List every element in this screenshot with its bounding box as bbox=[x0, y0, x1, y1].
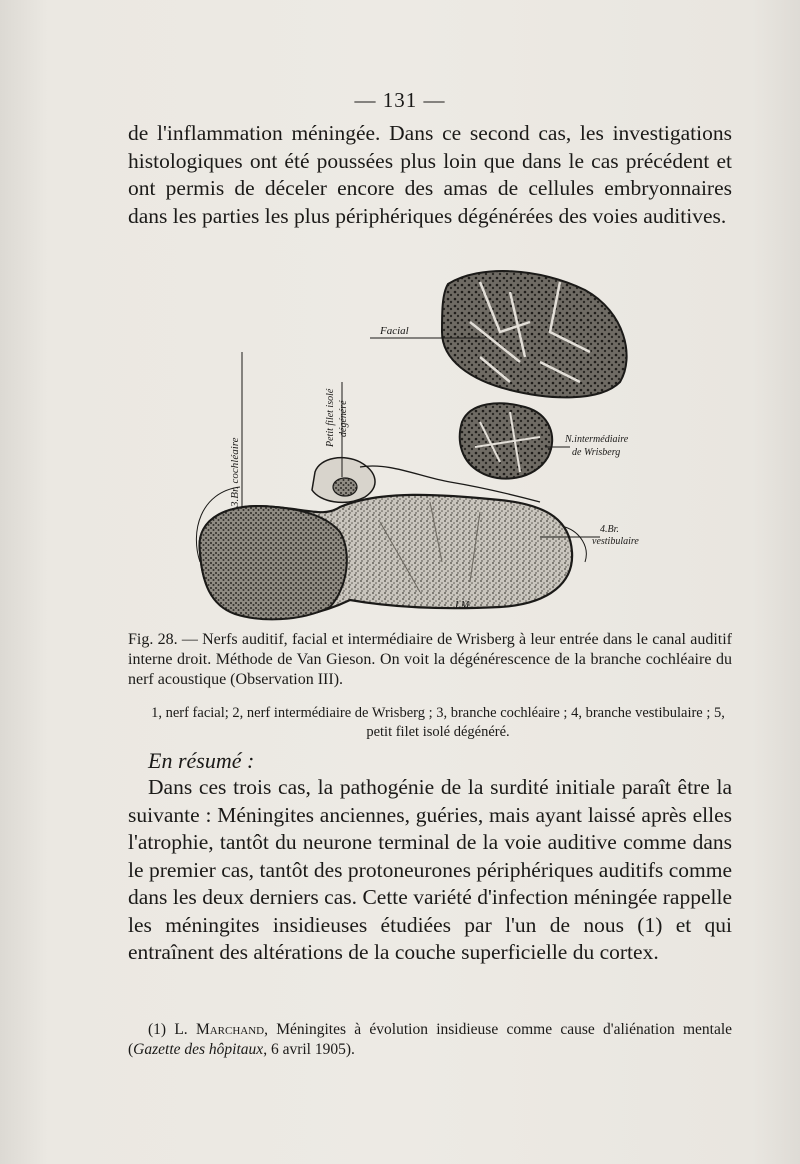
vestibulaire-label-1: 4.Br. bbox=[600, 524, 619, 535]
figure-legend: 1, nerf facial; 2, nerf intermédiaire de Wrisberg ; 3, branche cochléaire ; 4, branche vestibulaire ; 5, petit filet isolé dégénéré. bbox=[151, 705, 725, 740]
cochleaire-label: 3.Br. cochléaire bbox=[229, 437, 241, 507]
facial-label: Facial bbox=[380, 325, 409, 337]
footnote-author: Marchand bbox=[195, 1021, 265, 1038]
petit-filet-label-1: Petit filet isolé bbox=[325, 388, 336, 447]
section-heading: En résumé : bbox=[148, 748, 255, 773]
nerve-section-drawing bbox=[180, 262, 650, 622]
facial-nerve-section bbox=[442, 271, 627, 397]
footnote-journal: Gazette des hôpitaux bbox=[133, 1041, 264, 1058]
intermediaire-nerve-section bbox=[460, 403, 552, 478]
intermediaire-label-2: de Wrisberg bbox=[572, 447, 621, 458]
paragraph-2: Dans ces trois cas, la pathogénie de la surdité initiale paraît être la suivante : Méningites anciennes, guéries, mais ayant laissé après elles l'atrophie, tantôt du neurone terminal de la voie auditive comme dans le premier cas, tantôt des protoneurones périphériques auditifs comme dans les deux derniers cas. Cette variété d'infection méningée rappelle les méningites insidieuses étudiées par l'un de nous (1) et qui entraînent des altérations de la couche superficielle du cortex. bbox=[128, 775, 732, 964]
page-number: — 131 — bbox=[354, 88, 446, 112]
figure-caption: Fig. 28. — Nerfs auditif, facial et intermédiaire de Wrisberg à leur entrée dans le canal auditif interne droit. Méthode de Van Gieson. On voit la dégénérescence de la branche cochléaire du nerf acoustique (Observation III). bbox=[128, 631, 732, 688]
footnote-text-1: , Méningites à évolution insidieuse comme cause d'aliénation mentale ( bbox=[128, 1021, 733, 1058]
acoustic-nerve-section bbox=[196, 487, 586, 619]
footnote-marker: (1) L. bbox=[148, 1021, 188, 1038]
cochleaire-label-group bbox=[229, 352, 242, 517]
intermediaire-label-1: N.intermédiaire bbox=[565, 434, 629, 445]
footnote bbox=[128, 1020, 732, 1060]
petit-filet-label-2: dégénéré bbox=[338, 400, 349, 437]
paragraph-1: de l'inflammation méningée. Dans ce second cas, les investigations histologiques ont été poussées plus loin que dans le cas précédent et ont permis de déceler encore des amas de cellules embryonnaires dans les parties les plus périphériques dégénérées des voies auditives. bbox=[128, 121, 732, 228]
im-label: I.M. bbox=[455, 600, 472, 611]
figure-28-illustration bbox=[180, 262, 650, 622]
footnote-text-2: , 6 avril 1905). bbox=[263, 1041, 355, 1058]
vestibulaire-label-2: vestibulaire bbox=[592, 536, 639, 547]
